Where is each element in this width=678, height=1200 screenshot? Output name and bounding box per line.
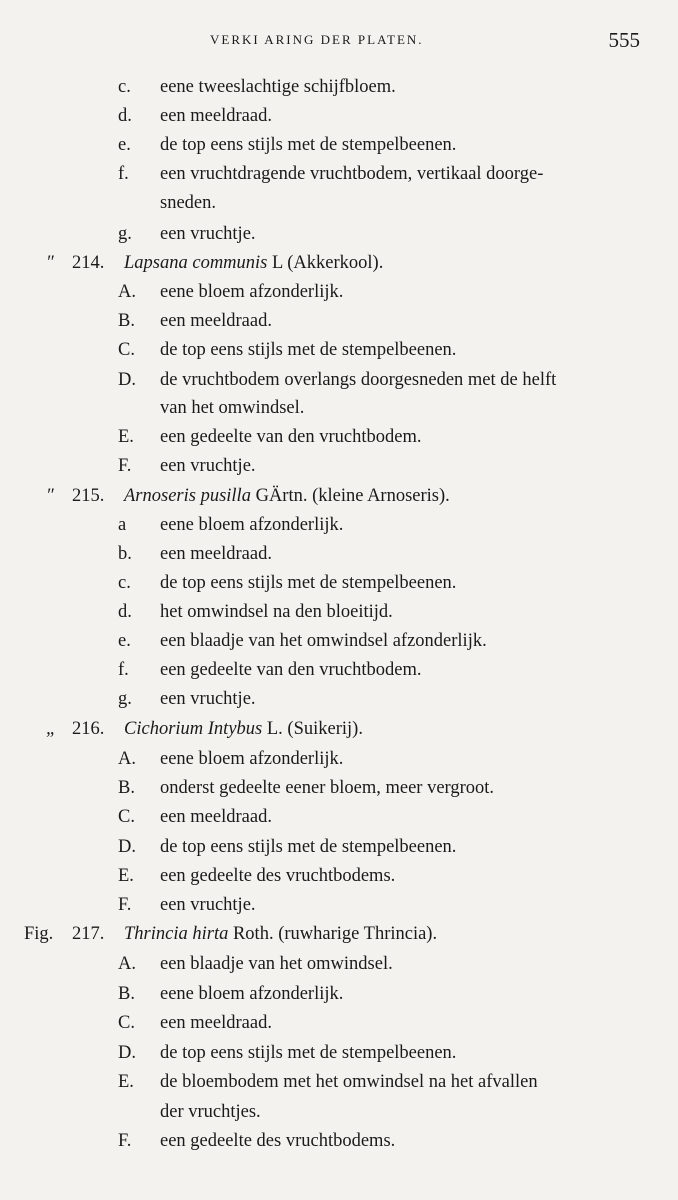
legend-text: een gedeelte des vruchtbodems. [160, 1131, 396, 1151]
legend-line [0, 131, 678, 160]
figure-title [124, 715, 363, 744]
ditto-mark: ″ [46, 253, 54, 273]
legend-letter: f. [118, 164, 129, 184]
common-name: (kleine Arnoseris). [312, 486, 450, 506]
legend-letter: B. [118, 778, 135, 798]
figure-heading [0, 482, 678, 511]
legend-line [0, 102, 678, 131]
figure-number: 217. [72, 924, 105, 944]
figure-number: 216. [72, 719, 105, 739]
author-name: L [267, 253, 288, 273]
legend-letter: E. [118, 1072, 134, 1092]
legend-text: de top eens stijls met de stempelbeenen. [160, 1043, 457, 1063]
legend-line [0, 189, 678, 218]
legend-text: een gedeelte des vruchtbodems. [160, 866, 396, 886]
legend-text-continuation: van het omwindsel. [160, 398, 305, 418]
legend-letter: F. [118, 1131, 132, 1151]
legend-line [0, 278, 678, 307]
legend-line [0, 540, 678, 569]
legend-line [0, 774, 678, 803]
legend-text: eene tweeslachtige schijfbloem. [160, 77, 396, 97]
legend-text: een gedeelte van den vruchtbodem. [160, 427, 422, 447]
species-name: Lapsana communis [124, 253, 268, 273]
legend-text: de top eens stijls met de stempelbeenen. [160, 837, 457, 857]
legend-line [0, 833, 678, 862]
legend-line [0, 366, 678, 395]
legend-line [0, 336, 678, 365]
legend-letter: g. [118, 689, 132, 709]
figure-number: 214. [72, 253, 105, 273]
legend-text: een vruchtje. [160, 689, 256, 709]
legend-letter: C. [118, 1013, 135, 1033]
legend-text: een meeldraad. [160, 807, 272, 827]
legend-text: het omwindsel na den bloeitijd. [160, 602, 393, 622]
legend-line [0, 1098, 678, 1127]
legend-letter: A. [118, 282, 136, 302]
legend-text-continuation: sneden. [160, 193, 216, 213]
legend-text: de top eens stijls met de stempelbeenen. [160, 573, 457, 593]
legend-letter: B. [118, 311, 135, 331]
legend-text-continuation: der vruchtjes. [160, 1102, 261, 1122]
running-header [0, 28, 678, 58]
species-name: Cichorium Intybus [124, 719, 263, 739]
legend-letter: D. [118, 370, 136, 390]
legend-line [0, 511, 678, 540]
legend-line [0, 627, 678, 656]
legend-text: een blaadje van het omwindsel. [160, 954, 393, 974]
figure-title [124, 920, 437, 949]
legend-letter: c. [118, 573, 131, 593]
legend-text: eene bloem afzonderlijk. [160, 749, 344, 769]
common-name: (Akkerkool). [287, 253, 384, 273]
figure-title [124, 249, 383, 278]
legend-line [0, 423, 678, 452]
figure-heading [0, 715, 678, 744]
legend-letter: F. [118, 456, 132, 476]
legend-line [0, 656, 678, 685]
legend-line [0, 891, 678, 920]
author-name: GÄrtn. [250, 486, 313, 506]
legend-line [0, 745, 678, 774]
legend-letter: F. [118, 895, 132, 915]
legend-text: eene bloem afzonderlijk. [160, 282, 344, 302]
legend-text: de vruchtbodem overlangs doorgesneden met de helft [160, 370, 557, 390]
legend-letter: e. [118, 135, 131, 155]
legend-line [0, 862, 678, 891]
legend-text: de top eens stijls met de stempelbeenen. [160, 135, 457, 155]
species-name: Arnoseris pusilla [124, 486, 251, 506]
legend-text: een meeldraad. [160, 544, 272, 564]
legend-line [0, 1039, 678, 1068]
legend-text: eene bloem afzonderlijk. [160, 515, 344, 535]
legend-letter: E. [118, 427, 134, 447]
legend-letter: D. [118, 837, 136, 857]
legend-letter: A. [118, 954, 136, 974]
legend-letter: C. [118, 807, 135, 827]
legend-text: eene bloem afzonderlijk. [160, 984, 344, 1004]
legend-line [0, 160, 678, 189]
legend-letter: g. [118, 224, 132, 244]
legend-letter: B. [118, 984, 135, 1004]
legend-line [0, 598, 678, 627]
author-name: L. [262, 719, 288, 739]
legend-line [0, 1127, 678, 1156]
legend-letter: D. [118, 1043, 136, 1063]
legend-line [0, 220, 678, 249]
legend-text: onderst gedeelte eener bloem, meer vergroot. [160, 778, 495, 798]
legend-letter: C. [118, 340, 135, 360]
page-number: 555 [608, 28, 640, 52]
figure-heading [0, 920, 678, 949]
legend-letter: a [118, 515, 127, 535]
fig-abbreviation: Fig. [24, 924, 54, 944]
legend-line [0, 950, 678, 979]
legend-line [0, 1009, 678, 1038]
legend-line [0, 803, 678, 832]
legend-line [0, 394, 678, 423]
legend-letter: d. [118, 602, 132, 622]
legend-line [0, 980, 678, 1009]
legend-text: de top eens stijls met de stempelbeenen. [160, 340, 457, 360]
figure-heading [0, 249, 678, 278]
legend-text: een meeldraad. [160, 106, 272, 126]
legend-line [0, 685, 678, 714]
legend-letter: f. [118, 660, 129, 680]
legend-line [0, 569, 678, 598]
legend-text: een vruchtje. [160, 895, 256, 915]
legend-text: een vruchtdragende vruchtbodem, vertikaal doorge- [160, 164, 544, 184]
common-name: (ruwharige Thrincia). [278, 924, 438, 944]
species-name: Thrincia hirta [124, 924, 229, 944]
ditto-mark: „ [46, 719, 57, 739]
legend-letter: A. [118, 749, 136, 769]
figure-number: 215. [72, 486, 105, 506]
legend-letter: d. [118, 106, 132, 126]
legend-line [0, 307, 678, 336]
legend-line [0, 73, 678, 102]
legend-letter: e. [118, 631, 131, 651]
legend-text: een gedeelte van den vruchtbodem. [160, 660, 422, 680]
legend-line [0, 452, 678, 481]
legend-text: een meeldraad. [160, 311, 272, 331]
running-title: VERKI ARING DER PLATEN. [210, 32, 424, 47]
legend-letter: b. [118, 544, 132, 564]
figure-title [124, 482, 450, 511]
legend-text: de bloembodem met het omwindsel na het afvallen [160, 1072, 538, 1092]
common-name: (Suikerij). [287, 719, 363, 739]
author-name: Roth. [228, 924, 279, 944]
legend-letter: E. [118, 866, 134, 886]
legend-text: een vruchtje. [160, 456, 256, 476]
ditto-mark: ″ [46, 486, 54, 506]
legend-text: een blaadje van het omwindsel afzonderlijk. [160, 631, 487, 651]
legend-line [0, 1068, 678, 1097]
legend-text: een meeldraad. [160, 1013, 272, 1033]
legend-text: een vruchtje. [160, 224, 256, 244]
legend-letter: c. [118, 77, 131, 97]
